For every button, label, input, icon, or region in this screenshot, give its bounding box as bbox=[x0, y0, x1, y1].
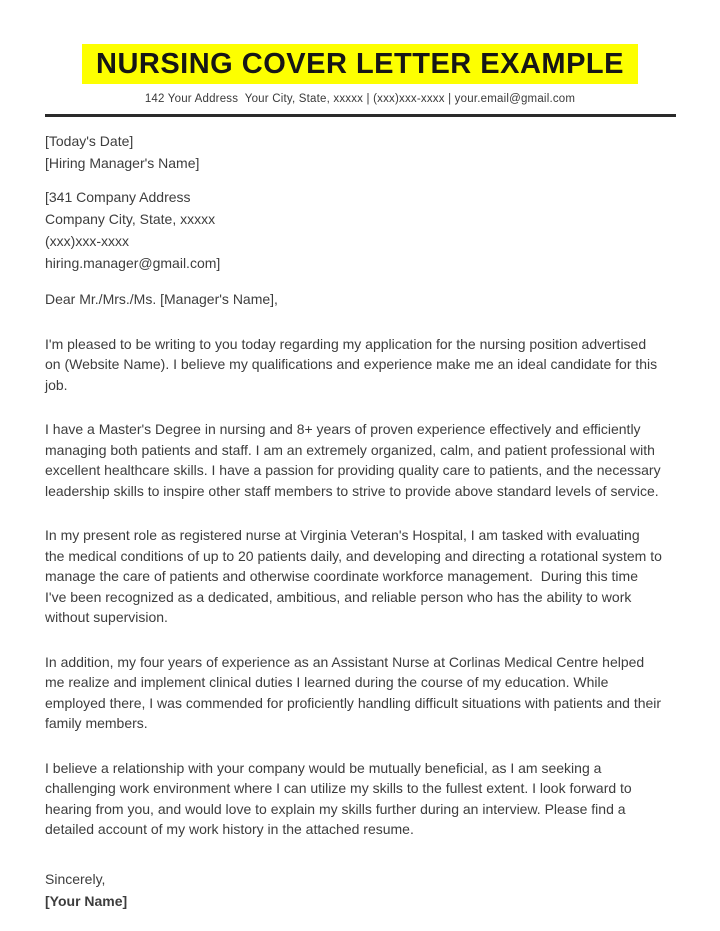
paragraph-intro: I'm pleased to be writing to you today regarding my application for the nursing position advertised on (Website Name). I believe my qualifications and experience make me an ideal candidate for this job. bbox=[45, 335, 662, 393]
closing-block bbox=[45, 868, 662, 912]
title-row bbox=[0, 44, 720, 84]
letter-header bbox=[0, 0, 720, 117]
letter-body bbox=[0, 117, 720, 912]
signature-placeholder: [Your Name] bbox=[45, 892, 128, 909]
contact-line: 142 Your Address Your City, State, xxxxx | (xxx)xxx-xxxx | your.email@gmail.com bbox=[144, 93, 576, 105]
closing-text: Sincerely, bbox=[45, 870, 106, 887]
paragraph-conclusion: I believe a relationship with your company would be mutually beneficial, as I am seeking a challenging work environment where I can utilize my skills to the fullest extent. I look forward to hearing from you, and would love to explain my skills further during an interview. Please find a detailed account of my work history in the attached resume. bbox=[45, 759, 636, 837]
company-email-line: hiring.manager@gmail.com] bbox=[45, 255, 221, 271]
company-city-line: Company City, State, xxxxx bbox=[45, 211, 216, 227]
page-title: NURSING COVER LETTER EXAMPLE bbox=[82, 44, 638, 84]
paragraph-qualifications: I have a Master's Degree in nursing and 8+ years of proven experience effectively and efficiently managing both patients and staff. I am an extremely organized, calm, and patient professional with excellent healthcare skills. I have a passion for providing quality care to patients, and the necessary leadership skills to inspire other staff members to strive to provide above standard levels of service. bbox=[45, 421, 665, 499]
hiring-manager-placeholder: [Hiring Manager's Name] bbox=[45, 155, 200, 171]
paragraph-present-role: In my present role as registered nurse at Virginia Veteran's Hospital, I am tasked with evaluating the medical conditions of up to 20 patients daily, and developing and directing a rotational system to manage the care of patients and otherwise coordinate workforce management. During this time I've been recognized as a dedicated, ambitious, and reliable person who has the ability to work without supervision. bbox=[45, 527, 666, 625]
date-placeholder: [Today's Date] bbox=[45, 133, 134, 149]
salutation: Dear Mr./Mrs./Ms. [Manager's Name], bbox=[45, 291, 278, 307]
company-address-block bbox=[45, 186, 662, 274]
company-address-line: [341 Company Address bbox=[45, 189, 191, 205]
paragraph-past-experience: In addition, my four years of experience as an Assistant Nurse at Corlinas Medical Centre helped me realize and implement clinical duties I learned during the course of my education. While employed there, I was commended for proficiently handling difficult situations with patients and their family members. bbox=[45, 653, 665, 731]
company-phone-line: (xxx)xxx-xxxx bbox=[45, 233, 129, 249]
